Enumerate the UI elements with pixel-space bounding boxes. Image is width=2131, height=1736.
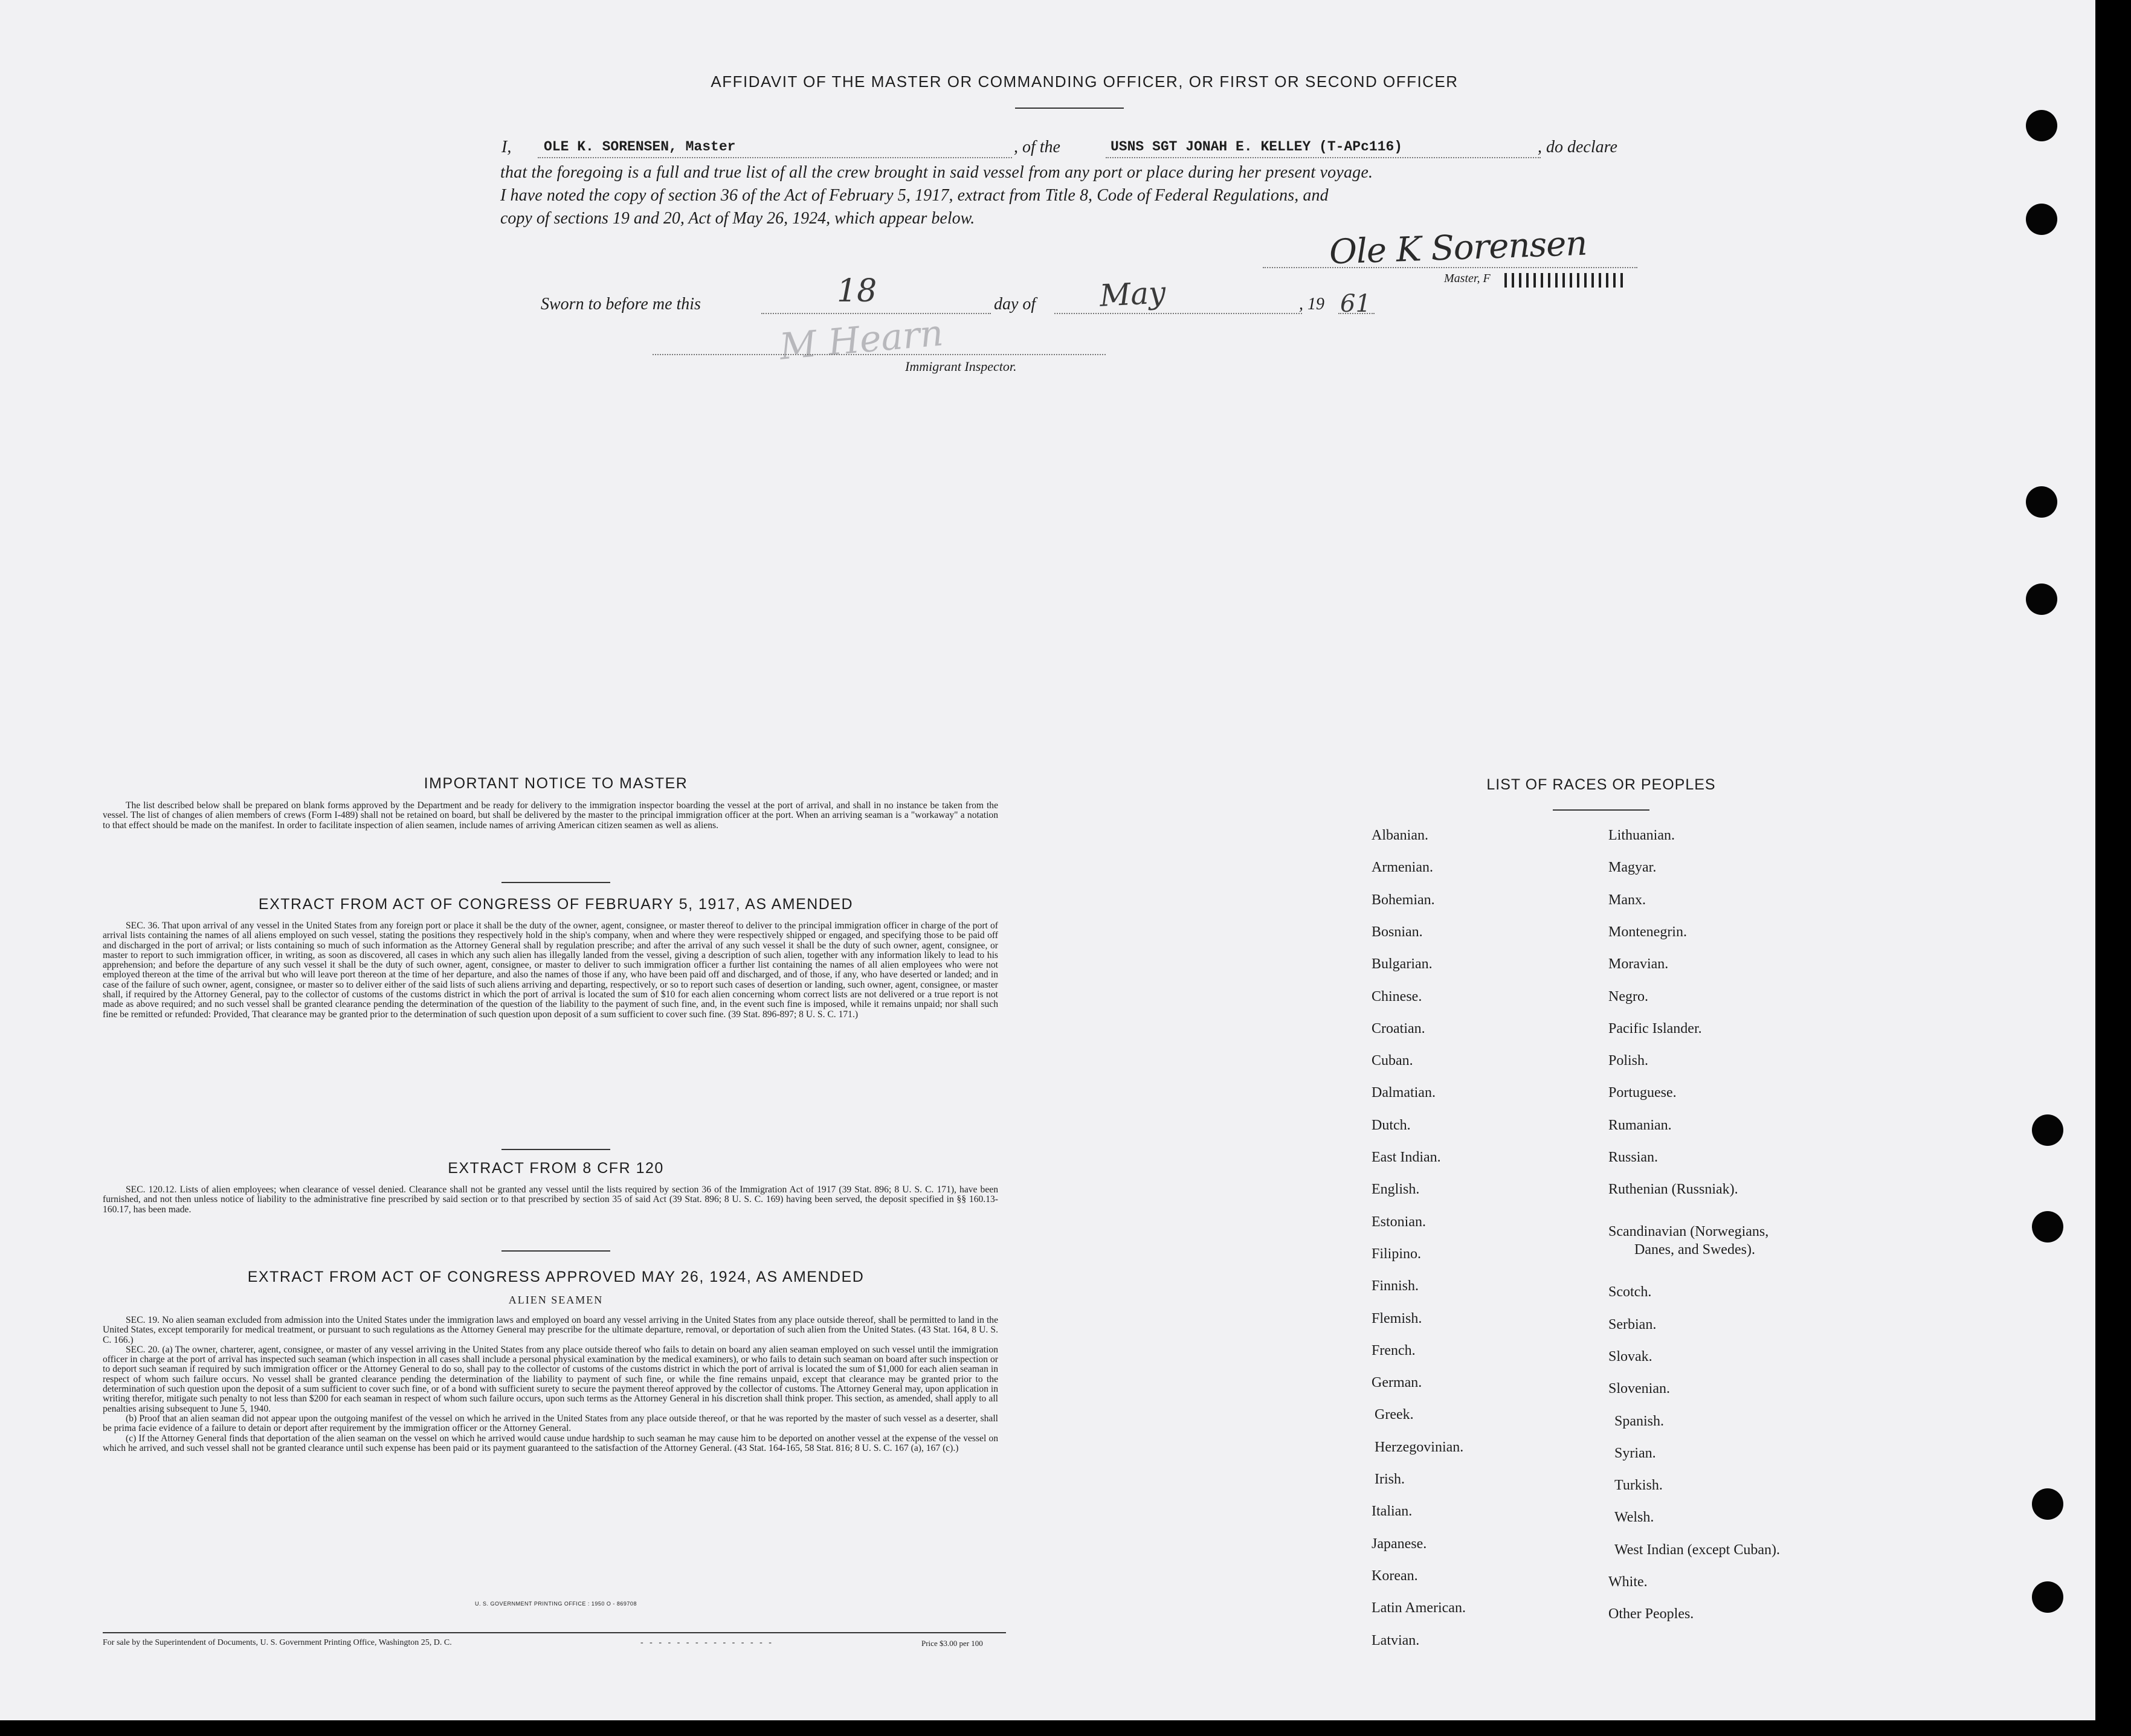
footer-price: Price $3.00 per 100 [921,1639,983,1648]
sworn-day-line [761,313,991,314]
race-item: Welsh. [1614,1509,1654,1526]
sworn-month-line [1054,313,1302,314]
sec20b-paragraph: (b) Proof that an alien seaman did not appear upon the outgoing manifest of the vessel on which he arrived in the United States from any place outside thereof, or that he was reported by the master of such vessel as a deserter, shall be prima facie evidence of a failure to detain or deport after requirement by the immigration officer or the Attorney General. [103,1413,998,1434]
year-line [1338,313,1375,314]
race-item: Flemish. [1372,1310,1422,1326]
race-item: Herzegovinian. [1375,1439,1464,1455]
divider [501,1250,610,1252]
race-item: White. [1608,1574,1648,1590]
extract-1917-title: EXTRACT FROM ACT OF CONGRESS OF FEBRUARY 5, 1917, AS AMENDED [258,896,854,913]
binder-hole [2032,1211,2063,1243]
of-the-label: , of the [1014,138,1060,156]
race-item: Dalmatian. [1372,1085,1436,1101]
affidavit-body-line: that the foregoing is a full and true list of all the crew brought in said vessel from any port or place during her present voyage. [500,163,1373,182]
binder-hole [2026,583,2057,615]
struck-out-caption [1504,273,1625,288]
race-item: Latin American. [1372,1600,1466,1616]
binder-hole [2026,204,2057,235]
race-item: Manx. [1608,892,1646,908]
race-item: Slovak. [1608,1348,1652,1365]
race-item: Croatian. [1372,1020,1425,1037]
master-signature-caption: Master, F [1444,272,1491,285]
race-item: Latvian. [1372,1632,1420,1648]
year-prefix: , 19 [1299,295,1324,313]
race-item: West Indian (except Cuban). [1614,1542,1780,1558]
race-item: Spanish. [1614,1413,1665,1429]
master-name-field: OLE K. SORENSEN, Master [544,139,736,155]
race-item: Bulgarian. [1372,956,1433,972]
title-underline [1015,108,1124,109]
notice-paragraph: The list described below shall be prepared on blank forms approved by the Department and be ready for delivery to the immigration inspector boarding the vessel at the port of arrival, and shall in no instance be taken from the vessel. The list of changes of alien members of crews (Form I-489) shall not be retained on board, but shall be delivered by the master to the principal immigration officer at the port. When an arriving seaman is a "workaway" a notation to that effect should be made on the manifest. In order to facilitate inspection of alien seamen, include names of arriving American citizen seamen as well as aliens. [103,800,998,831]
affidavit-body-line: I have noted the copy of section 36 of the Act of February 5, 1917, extract from Title 8, Code of Federal Regulations, and [500,186,1329,205]
do-declare-label: , do declare [1538,138,1617,156]
inspector-label: Immigrant Inspector. [905,359,1017,374]
sworn-month-field: May [1098,275,1167,313]
notice-title: IMPORTANT NOTICE TO MASTER [424,775,688,792]
race-item: Irish. [1375,1471,1405,1487]
race-item: Japanese. [1372,1535,1427,1552]
binder-hole [2032,1581,2063,1613]
race-item: Greek. [1375,1407,1414,1423]
sec36-paragraph: SEC. 36. That upon arrival of any vessel in the United States from any foreign port or place it shall be the duty of the owner, agent, consignee, or master thereof to deliver to the principal immigration officer in charge of the port of arrival lists containing the names of all aliens employed on such vessel, stating the positions they respectively hold in the ship's company, when and where they were respectively shipped or engaged, and specifying those to be paid off and discharged in the port of arrival; or lists containing so much of such information as the Attorney General shall by regulation prescribe; and after the arrival of any such vessel it shall be the duty of such owner, agent, consignee, or master to report to such immigration officer, in writing, as soon as discovered, all cases in which any such alien has illegally landed from the vessel, giving a description of such alien, together with any information likely to lead to his apprehension; and before the departure of any such vessel it shall be the duty of such owner, agent, consignee, or master to deliver to such immigration officer a further list containing the names of all alien employees who were not employed thereon at the time of the arrival but who will leave port thereon at the time of her departure, and also the names of those if any, who have been paid off and discharged, and of those, if any, who have deserted or landed; and in case of the failure of such owner, agent, consignee, or master so to deliver either of the said lists of such aliens arriving and departing, respectively, or so to report such cases of desertion or landing, such owner, agent, consignee, or master shall, if required by the Attorney General, pay to the collector of customs of the customs district in which the port of arrival is located the sum of $10 for each alien concerning whom correct lists are not delivered or a true report is not made as above required; and no such vessel shall be granted clearance pending the determination of the question of the liability to the payment of such fine, and, in the event such fine is imposed, while it remains unpaid; nor shall such fine be remitted or refunded: Provided, That clearance may be granted prior to the determination of such question upon deposit of a sum sufficient to cover such fine. (39 Stat. 896-897; 8 U. S. C. 171.) [103,921,998,1020]
sworn-day-field: 18 [837,273,877,309]
footer-sale-note: For sale by the Superintendent of Documents, U. S. Government Printing Office, Washington 25, D. C. [103,1638,452,1647]
race-item: East Indian. [1372,1149,1441,1165]
race-item: Korean. [1372,1567,1418,1584]
race-item: Scotch. [1608,1284,1652,1300]
race-item: Finnish. [1372,1278,1419,1294]
extract-cfr-text [103,1185,998,1215]
race-item: Pacific Islander. [1608,1020,1702,1037]
divider [501,882,610,883]
race-item: Cuban. [1372,1053,1413,1069]
race-item: Moravian. [1608,956,1669,972]
race-item: Negro. [1608,988,1648,1005]
race-item: Turkish. [1614,1477,1663,1494]
race-item: Estonian. [1372,1214,1426,1230]
sec120-paragraph: SEC. 120.12. Lists of alien employees; when clearance of vessel denied. Clearance shall not be granted any vessel until the lists required by section 36 of the Immigration Act of 1917 (39 Stat. 896; 8 U. S. C. 171), have been furnished, and not then unless notice of liability to the administrative fine prescribed by said section or to that prescribed by section 35 of said Act (39 Stat. 896; 8 U. S. C. 169) having been served, the deposit specified in §§ 160.13-160.17, has been made. [103,1185,998,1215]
race-item: Magyar. [1608,860,1657,876]
binder-hole [2032,1114,2063,1146]
extract-1924-title: EXTRACT FROM ACT OF CONGRESS APPROVED MAY 26, 1924, AS AMENDED [247,1268,865,1285]
binder-hole [2032,1488,2063,1520]
master-name-line [538,157,1012,158]
sec20c-paragraph: (c) If the Attorney General finds that deportation of the alien seaman on the vessel on which he arrived would cause undue hardship to such seaman he may cause him to be deported on another vessel at the expense of the vessel on which he arrived, and such vessel shall not be granted clearance until such expense has been paid or its payment guaranteed to the satisfaction of the Attorney General. (43 Stat. 164-165, 58 Stat. 816; 8 U. S. C. 167 (a), 167 (c).) [103,1433,998,1453]
race-item: Filipino. [1372,1246,1422,1262]
race-item: Rumanian. [1608,1117,1672,1133]
race-item: Russian. [1608,1149,1659,1165]
race-item: German. [1372,1375,1422,1391]
race-item: Chinese. [1372,988,1422,1005]
line1-prefix: I, [501,138,512,156]
footer-dashes: - - - - - - - - - - - - - - - [640,1638,772,1647]
race-item: Portuguese. [1608,1085,1677,1101]
footer-rule [103,1632,1006,1633]
race-item: Dutch. [1372,1117,1411,1133]
inspector-signature-line [653,354,1106,355]
race-item: French. [1372,1342,1416,1358]
extract-1917-text [103,921,998,1020]
extract-1924-subtitle: ALIEN SEAMEN [508,1294,604,1306]
sec20a-paragraph: SEC. 20. (a) The owner, charterer, agent, consignee, or master of any vessel arriving in the United States from any place outside thereof who fails to detain on board any alien seaman employed on such vessel until the immigration officer in charge at the port of arrival has inspected such seaman (which inspection in all cases shall include a personal physical examination by the medical examiners), or who fails to detain such seaman on board after such inspection or to deport such seaman if required by such immigration officer or the Attorney General to do so, shall pay to the collector of customs of the customs district in which the port of arrival is located the sum of $1,000 for each alien seaman in respect of whom such failure occurs. No vessel shall be granted clearance pending the determination of the liability to payment of such fine, or while the fine remains unpaid, except that clearance may be granted prior to the determination of such question upon the deposit of a sum sufficient to cover such fine, or of a bond with sufficient surety to secure the payment thereof approved by the collector of customs. The Attorney General may, upon application in writing therefor, mitigate such penalty to not less than $200 for each seaman in respect of whom such failure occurs, upon such terms as the Attorney General in his discretion shall think proper. This section, as amended, shall apply to all penalties arising subsequent to June 5, 1940. [103,1344,998,1414]
extract-cfr-title: EXTRACT FROM 8 CFR 120 [448,1160,664,1177]
binder-hole [2026,486,2057,518]
race-item: Polish. [1608,1053,1649,1069]
race-item: English. [1372,1181,1420,1198]
race-item: Bosnian. [1372,924,1423,940]
extract-1924-text [103,1316,998,1453]
race-item: Slovenian. [1608,1381,1670,1397]
race-item: Armenian. [1372,860,1433,876]
races-title: LIST OF RACES OR PEOPLES [1486,776,1716,793]
gpo-imprint: U. S. GOVERNMENT PRINTING OFFICE : 1950 O - 869708 [475,1601,637,1607]
race-item: Lithuanian. [1608,828,1675,843]
race-item: Albanian. [1372,828,1428,843]
race-item: Danes, and Swedes). [1634,1242,1755,1258]
vessel-name-field: USNS SGT JONAH E. KELLEY (T-APc116) [1111,139,1403,155]
race-item: Montenegrin. [1608,924,1687,940]
master-signature-line [1263,267,1637,268]
divider [501,1149,610,1150]
race-item: Ruthenian (Russniak). [1608,1181,1738,1198]
race-item: Bohemian. [1372,892,1435,908]
race-item: Syrian. [1614,1445,1656,1461]
day-of-label: day of [994,295,1036,313]
races-title-underline [1553,809,1649,811]
master-signature: Ole K Sorensen [1328,223,1588,272]
affidavit-body-line: copy of sections 19 and 20, Act of May 26, 1924, which appear below. [500,209,975,228]
race-item: Scandinavian (Norwegians, [1608,1224,1769,1240]
race-item: Serbian. [1608,1316,1657,1333]
sec19-paragraph: SEC. 19. No alien seaman excluded from admission into the United States under the immigration laws and employed on board any vessel arriving in the United States from any place outside thereof, shall be permitted to land in the United States, except temporarily for medical treatment, or pursuant to such regulations as the Attorney General may prescribe for the ultimate departure, removal, or deportation of such alien from the United States. (43 Stat. 164, 8 U. S. C. 166.) [103,1315,998,1345]
notice-text [103,801,998,831]
year-suffix-field: 61 [1340,290,1371,318]
race-item: Italian. [1372,1503,1413,1520]
binder-hole [2026,110,2057,141]
vessel-name-line [1106,157,1541,158]
race-item: Other Peoples. [1608,1606,1694,1622]
affidavit-title: AFFIDAVIT OF THE MASTER OR COMMANDING OFFICER, OR FIRST OR SECOND OFFICER [711,72,1459,91]
inspector-signature: M Hearn [778,312,945,368]
sworn-label: Sworn to before me this [541,295,701,313]
